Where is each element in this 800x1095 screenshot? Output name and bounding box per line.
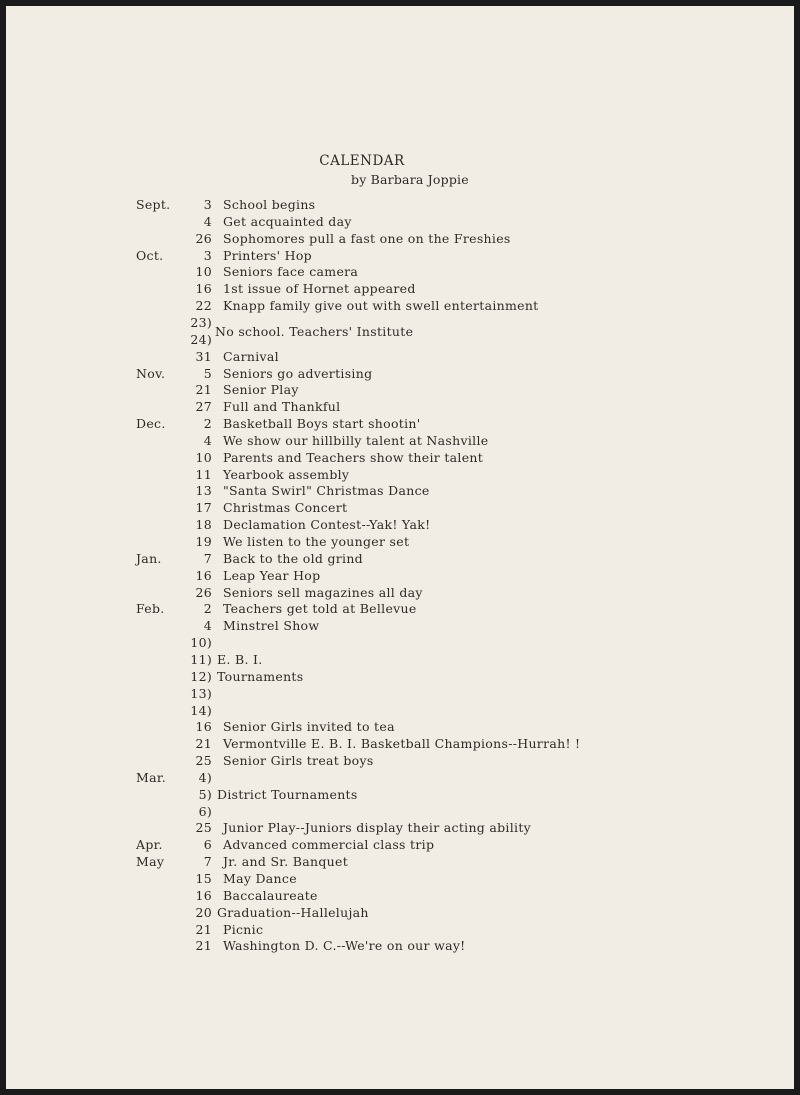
calendar-entry [6, 534, 794, 551]
calendar-entry [6, 551, 794, 568]
calendar-entry [6, 837, 794, 854]
entry-month: Apr. [136, 837, 163, 853]
entry-event: Graduation--Hallelujah [217, 904, 369, 920]
calendar-entry [6, 450, 794, 467]
entry-event: Full and Thankful [223, 399, 341, 415]
entry-day: 31 [195, 348, 212, 364]
entry-day: 16 [195, 887, 212, 903]
calendar-entry [6, 652, 794, 669]
calendar-entry [6, 568, 794, 585]
entry-day: 16 [195, 281, 212, 297]
entry-month: Jan. [136, 550, 162, 566]
entry-month: Nov. [136, 365, 166, 381]
entry-event: Get acquainted day [223, 213, 352, 229]
entry-event: "Santa Swirl" Christmas Dance [223, 483, 430, 499]
entry-month: Mar. [136, 769, 167, 785]
entry-day: 3 [203, 197, 212, 212]
calendar-entry [6, 905, 794, 922]
byline: by Barbara Joppie [351, 172, 469, 187]
entry-day: 21 [195, 921, 212, 937]
entry-event: Basketball Boys start shootin' [223, 416, 421, 432]
entry-day: 4 [203, 618, 212, 634]
entry-day: 21 [195, 382, 212, 398]
entry-event: Tournaments [217, 668, 304, 684]
calendar-entry [6, 231, 794, 248]
entry-month: Sept. [136, 197, 171, 212]
entry-event: Declamation Contest--Yak! Yak! [223, 517, 431, 533]
calendar-entry [6, 753, 794, 770]
entry-event: Printers' Hop [223, 247, 312, 263]
entry-event: May Dance [223, 871, 297, 886]
entry-day: 19 [195, 534, 212, 549]
calendar-entry [6, 323, 794, 349]
entry-event: Seniors sell magazines all day [223, 584, 423, 600]
calendar-entry [6, 264, 794, 281]
entry-event: Seniors go advertising [223, 365, 373, 381]
entry-day: 12) [190, 668, 212, 684]
entry-event: Back to the old grind [223, 550, 363, 566]
calendar-entry [6, 669, 794, 686]
entry-day: 27 [195, 399, 212, 415]
calendar-entry [6, 736, 794, 753]
entry-day: 15 [195, 871, 212, 886]
entry-day: 10 [195, 264, 212, 280]
calendar-entry [6, 416, 794, 433]
entry-day: 22 [195, 298, 212, 314]
entry-day: 7 [203, 550, 212, 566]
entry-event: Carnival [223, 348, 279, 364]
entry-event: Senior Play [223, 382, 299, 398]
entry-event: Jr. and Sr. Banquet [223, 854, 349, 870]
entry-month: Dec. [136, 416, 166, 432]
calendar-entry [6, 366, 794, 383]
calendar-entry [6, 467, 794, 484]
calendar-entry [6, 703, 794, 720]
calendar-entry [6, 248, 794, 265]
entry-month: Oct. [136, 247, 164, 263]
entry-event: School begins [223, 197, 316, 212]
calendar-entry [6, 922, 794, 939]
entry-event: Seniors face camera [223, 264, 359, 280]
entry-day: 21 [195, 938, 212, 954]
entry-event: Teachers get told at Bellevue [223, 601, 417, 617]
calendar-entry [6, 601, 794, 618]
calendar-entry [6, 382, 794, 399]
calendar-entry [6, 686, 794, 703]
entry-day: 23) [190, 314, 212, 330]
entry-month: Feb. [136, 601, 165, 617]
calendar-entry [6, 483, 794, 500]
entry-day: 21 [195, 736, 212, 752]
entry-day: 5) [198, 786, 212, 802]
calendar-entry [6, 281, 794, 298]
entry-day: 2 [203, 416, 212, 432]
entry-day: 18 [195, 517, 212, 533]
entry-event: Minstrel Show [223, 618, 320, 634]
entry-day: 5 [203, 365, 212, 381]
entry-event: Yearbook assembly [223, 466, 350, 482]
entry-day: 14) [190, 702, 212, 718]
calendar-entry [6, 399, 794, 416]
entry-day: 4 [203, 432, 212, 448]
entry-event: Leap Year Hop [223, 567, 321, 583]
entry-month: May [136, 854, 165, 870]
entry-day: 13) [190, 685, 212, 701]
calendar-entry [6, 618, 794, 635]
calendar-entry [6, 871, 794, 888]
entry-event: E. B. I. [217, 651, 263, 667]
entry-event: Christmas Concert [223, 500, 348, 516]
entry-day: 20 [195, 904, 212, 920]
entry-day: 11) [190, 651, 212, 667]
entry-event: Advanced commercial class trip [223, 837, 435, 853]
entry-day: 16 [195, 567, 212, 583]
calendar-entry [6, 517, 794, 534]
entry-day: 26 [195, 230, 212, 246]
entry-day: 25 [195, 820, 212, 836]
entry-event: Senior Girls invited to tea [223, 719, 395, 735]
document-page [6, 6, 794, 1089]
calendar-entry [6, 719, 794, 736]
entry-day: 4 [203, 213, 212, 229]
page-title: CALENDAR [319, 153, 405, 169]
entry-event: We listen to the younger set [223, 534, 410, 549]
entry-event: Baccalaureate [223, 887, 318, 903]
entry-event: Sophomores pull a fast one on the Freshies [223, 230, 511, 246]
calendar-entry [6, 298, 794, 315]
calendar-entry [6, 888, 794, 905]
calendar-entry [6, 349, 794, 366]
calendar-entry [6, 214, 794, 231]
entry-event: Senior Girls treat boys [223, 753, 374, 769]
entry-day: 7 [203, 854, 212, 870]
entry-day: 24) [190, 331, 212, 347]
calendar-entry [6, 500, 794, 517]
entry-day: 4) [198, 769, 212, 785]
entry-day: 10 [195, 449, 212, 465]
calendar-entry [6, 854, 794, 871]
calendar-entry [6, 820, 794, 837]
entry-day: 11 [195, 466, 212, 482]
entry-day: 16 [195, 719, 212, 735]
entry-event: Washington D. C.--We're on our way! [223, 938, 466, 954]
entry-day: 2 [203, 601, 212, 617]
entry-day: 26 [195, 584, 212, 600]
entry-event: 1st issue of Hornet appeared [223, 281, 416, 297]
entry-event: Parents and Teachers show their talent [223, 449, 484, 465]
entry-event: District Tournaments [217, 786, 358, 802]
entry-day: 25 [195, 753, 212, 769]
calendar-entry [6, 433, 794, 450]
entry-event: No school. Teachers' Institute [215, 323, 414, 339]
calendar-entry [6, 197, 794, 214]
calendar-entry [6, 585, 794, 602]
entry-event: Vermontville E. B. I. Basketball Champions--Hurrah! ! [223, 736, 581, 752]
entry-day: 10) [190, 635, 212, 651]
calendar-entry [6, 787, 794, 804]
entry-event: Junior Play--Juniors display their acting ability [223, 820, 532, 836]
calendar-entry [6, 804, 794, 821]
entry-day: 17 [195, 500, 212, 516]
calendar-entry [6, 938, 794, 955]
calendar-entry [6, 635, 794, 652]
entry-day: 13 [195, 483, 212, 499]
calendar-entry [6, 770, 794, 787]
entry-event: Knapp family give out with swell entertainment [223, 298, 539, 314]
entry-day: 3 [203, 247, 212, 263]
entry-event: We show our hillbilly talent at Nashville [223, 432, 489, 448]
entry-day: 6) [198, 803, 212, 819]
entry-event: Picnic [223, 921, 264, 937]
entry-day: 6 [203, 837, 212, 853]
